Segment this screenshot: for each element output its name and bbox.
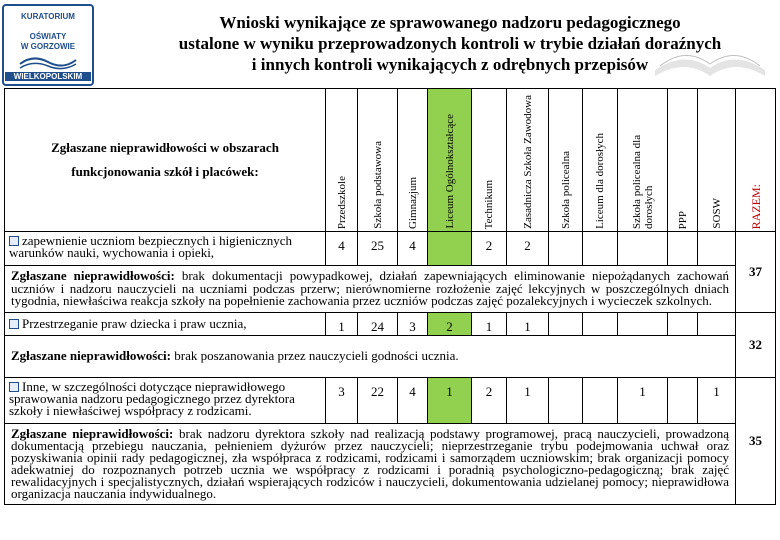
table-cell: 2 — [507, 232, 549, 266]
logo-line-2: OŚWIATY — [29, 32, 67, 41]
col-header-liceum-dorosli: Liceum dla dorosłych — [583, 89, 618, 232]
description-row — [5, 335, 776, 377]
logo-wave-icon — [18, 54, 78, 70]
col-header-gimnazjum: Gimnazjum — [398, 89, 428, 232]
table-cell — [549, 377, 583, 423]
description-row — [5, 423, 776, 504]
table-cell: 25 — [358, 232, 398, 266]
row-label: zapewnienie uczniom bezpiecznych i higienicznych warunków nauki, wychowania i opieki, — [5, 232, 326, 266]
table-cell: 4 — [398, 377, 428, 423]
col-header-technikum: Technikum — [472, 89, 507, 232]
title-line-1: Wnioski wynikające ze sprawowanego nadzoru pedagogicznego — [219, 13, 681, 32]
row-total: 37 — [736, 232, 776, 313]
areas-heading: Zgłaszane nieprawidłowości w obszarach funkcjonowania szkół i placówek: — [5, 89, 326, 232]
table-cell: 2 — [428, 312, 472, 335]
table-cell: 4 — [326, 232, 358, 266]
logo-line-4: WIELKOPOLSKIM — [5, 72, 91, 81]
summary-table — [4, 88, 776, 505]
table-cell: 1 — [507, 377, 549, 423]
table-cell — [583, 312, 618, 335]
logo-line-3: W GORZOWIE — [20, 42, 76, 51]
col-header-szkola-policealna: Szkoła policealna — [549, 89, 583, 232]
col-header-razem: RAZEM: — [736, 89, 776, 232]
table-cell — [549, 312, 583, 335]
table-cell: 1 — [507, 312, 549, 335]
table-cell — [668, 312, 698, 335]
table-cell — [698, 312, 736, 335]
table-cell — [583, 232, 618, 266]
description-row — [5, 266, 776, 313]
table-cell — [668, 377, 698, 423]
row-total: 32 — [736, 312, 776, 377]
col-header-przedszkole: Przedszkole — [326, 89, 358, 232]
col-header-policealna-dorosli: Szkoła policealna dla dorosłych — [618, 89, 668, 232]
table-cell — [618, 312, 668, 335]
table-cell — [428, 232, 472, 266]
row-total: 35 — [736, 377, 776, 504]
table-cell: 1 — [698, 377, 736, 423]
table-cell: 22 — [358, 377, 398, 423]
title-line-2: ustalone w wyniku przeprowadzonych kontroli w trybie działań doraźnych — [178, 34, 722, 53]
table-cell: 1 — [472, 312, 507, 335]
col-header-liceum: Liceum Ogólnokształcące — [428, 89, 472, 232]
table-cell: 3 — [326, 377, 358, 423]
col-header-ppp: PPP — [668, 89, 698, 232]
table-cell: 24 — [358, 312, 398, 335]
table-cell: 2 — [472, 232, 507, 266]
table-cell: 3 — [398, 312, 428, 335]
table-cell — [549, 232, 583, 266]
table-cell: 1 — [428, 377, 472, 423]
table-cell: 1 — [326, 312, 358, 335]
table-cell: 1 — [618, 377, 668, 423]
col-header-zsz: Zasadnicza Szkoła Zawodowa — [507, 89, 549, 232]
checkbox-bullet-icon — [9, 319, 19, 329]
row-label: Inne, w szczególności dotyczące nieprawidłowego sprawowania nadzoru pedagogicznego przez dyrektora szkoły i niewłaściwej współpracy z rodzicami. — [5, 377, 326, 423]
row-description: Zgłaszane nieprawidłowości: brak dokumentacji powypadkowej, działań zapewniających eliminowanie niepożądanych zachowań uczniów i nadzoru nauczycieli na uczniami podczas przerw; nierównomierne rozłożenie zajęć lekcyjnych w poszczególnych dniach tygodnia, niewłaściwa reakcja szkoły na popełnienie zachowania przez uczniów podczas zajęć pozalekcyjnych i wycieczek szkolnych. — [5, 266, 736, 313]
table-cell: 2 — [472, 377, 507, 423]
col-header-sosw: SOSW — [698, 89, 736, 232]
table-cell — [668, 232, 698, 266]
book-decoration-icon — [650, 30, 770, 80]
kuratorium-logo — [2, 4, 94, 86]
header-row — [5, 89, 776, 232]
table-row — [5, 312, 776, 335]
row-label: Przestrzeganie praw dziecka i praw ucznia, — [5, 312, 326, 335]
row-description: Zgłaszane nieprawidłowości: brak nadzoru dyrektora szkoły nad realizacją podstawy programowej, pracą nauczycieli, prowadzoną dokumentacją przebiegu nauczania, pełnieniem dyżurów przez nauczycieli; nieprzestrzeganie trybu podejmowania uchwał oraz pozyskiwania opinii rady pedagogicznej, zła współpraca z rodzicami, rodzicami i samorządem uczniowskim; brak organizacji pomocy adekwatniej do rozpoznanych potrzeb ucznia we współpracy z rodzicami i poradnią psychologiczno-pedagogiczną; brak zajęć rewalidacyjnych i specjalistycznych, działań wspierających rodziców i nauczycieli, dokumentowania udzielanej pomocy; nieprawidłowa organizacja nauczania indywidualnego. — [5, 423, 736, 504]
logo-line-1: KURATORIUM — [21, 12, 75, 21]
table-cell — [698, 232, 736, 266]
table-row — [5, 377, 776, 423]
col-header-szkola-podstawowa: Szkoła podstawowa — [358, 89, 398, 232]
row-description: Zgłaszane nieprawidłowości: brak poszanowania przez nauczycieli godności ucznia. — [5, 335, 736, 377]
table-cell — [583, 377, 618, 423]
table-row — [5, 232, 776, 266]
table-cell: 4 — [398, 232, 428, 266]
title-line-3: i innych kontroli wynikających z odrębnych przepisów — [251, 55, 649, 74]
table-cell — [618, 232, 668, 266]
